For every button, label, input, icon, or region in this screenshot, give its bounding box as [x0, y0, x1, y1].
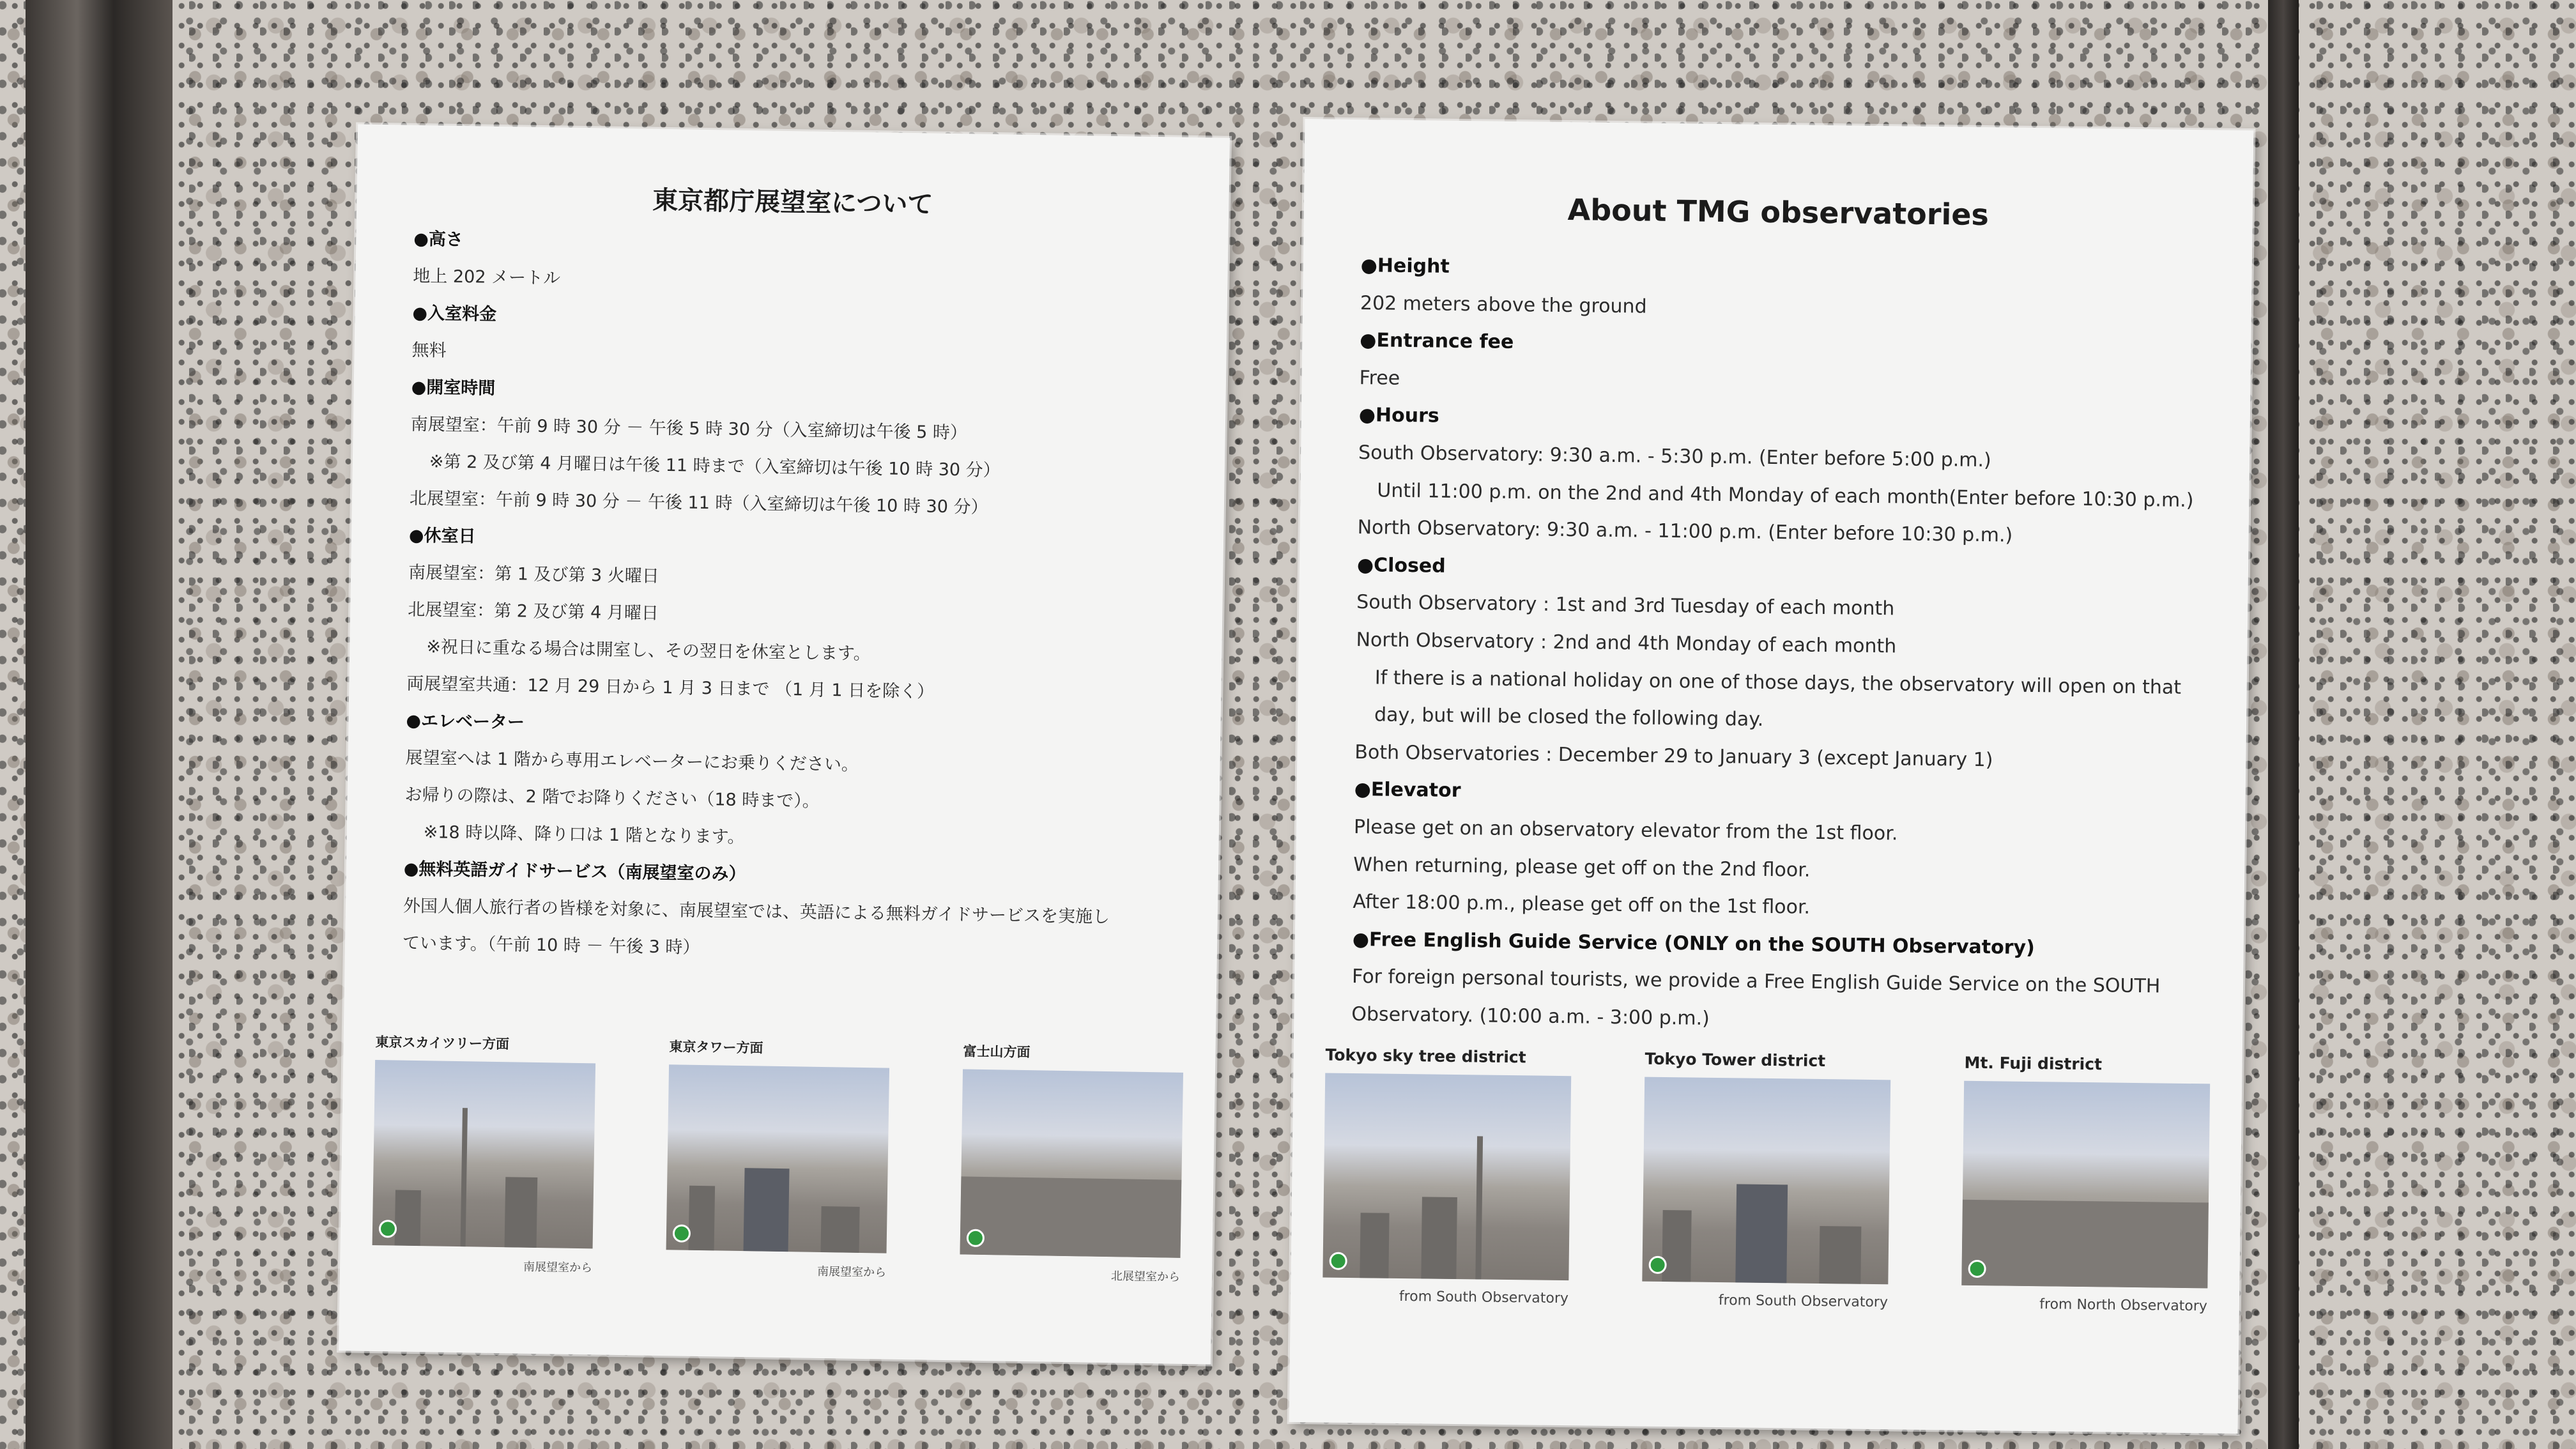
section-heading-fee: ●入室料金 [412, 303, 497, 325]
hours-south: South Observatory: 9:30 a.m. - 5:30 p.m. (Enter before 5:00 p.m.) [1358, 441, 1991, 472]
photo-caption: 南展望室から [523, 1260, 593, 1275]
section-heading-guide: ●Free English Guide Service (ONLY on the SOUTH Observatory) [1352, 928, 2035, 959]
photo-label: Tokyo Tower district [1644, 1049, 1826, 1071]
photo-row [372, 1032, 1184, 1285]
elevator-after-18: ※18 時以降、降り口は 1 階となります。 [423, 822, 745, 848]
closed-both: Both Observatories : December 29 to January 3 (except January 1) [1354, 740, 1993, 771]
section-heading-closed: ●休室日 [408, 525, 476, 547]
fee-text: 無料 [411, 340, 447, 361]
elevator-return: When returning, please get off on the 2nd floor. [1353, 853, 1811, 882]
guide-text-2: Observatory. (10:00 a.m. - 3:00 p.m.) [1351, 1002, 1710, 1030]
section-heading-hours: ●Hours [1358, 404, 1439, 427]
closed-holiday-note: ※祝日に重なる場合は開室し、その翌日を休室とします。 [426, 637, 871, 664]
notice-body [1351, 247, 2214, 1044]
section-heading-fee: ●Entrance fee [1360, 329, 1514, 354]
section-heading-guide: ●無料英語ガイドサービス（南展望室のみ） [403, 859, 746, 885]
photo-mt-fuji [1961, 1081, 2210, 1289]
section-heading-hours: ●開室時間 [411, 377, 496, 399]
closed-north: 北展望室：第 2 及び第 4 月曜日 [407, 599, 659, 624]
hours-south-note: Until 11:00 p.m. on the 2nd and 4th Monday of each month(Enter before 10:30 p.m.) [1377, 479, 2194, 512]
photo-label: Mt. Fuji district [1964, 1053, 2103, 1074]
section-heading-elevator: ●Elevator [1354, 778, 1461, 802]
photo-skytree [1322, 1073, 1571, 1281]
guide-text-1: 外国人個人旅行者の皆様を対象に、南展望室では、英語による無料ガイドサービスを実施し [402, 896, 1110, 928]
photo-tokyo-tower [1642, 1077, 1890, 1285]
section-heading-elevator: ●エレベーター [406, 710, 525, 733]
hours-north: North Observatory: 9:30 a.m. - 11:00 p.m. (Enter before 10:30 p.m.) [1357, 516, 2013, 547]
section-heading-closed: ●Closed [1356, 553, 1446, 578]
closed-both: 両展望室共通：12 月 29 日から 1 月 3 日まで （1 月 1 日を除く） [406, 673, 935, 702]
fee-text: Free [1359, 366, 1400, 390]
photo-card [1322, 1046, 1572, 1307]
closed-holiday-note-2: day, but will be closed the following day. [1374, 703, 1764, 731]
guide-text-1: For foreign personal tourists, we provide a Free English Guide Service on the SOUTH [1351, 965, 2161, 998]
hours-south: 南展望室：午前 9 時 30 分 － 午後 5 時 30 分（入室締切は午後 5 時） [410, 414, 968, 443]
closed-south: South Observatory : 1st and 3rd Tuesday of each month [1356, 591, 1895, 620]
guide-text-2: ています。（午前 10 時 － 午後 3 時） [402, 933, 700, 958]
photo-caption: 南展望室から [816, 1264, 887, 1280]
section-heading-height: ●高さ [413, 229, 464, 250]
photo-caption: 北展望室から [1110, 1269, 1181, 1284]
photo-card [1642, 1050, 1891, 1311]
notice-sheet-english [1289, 119, 2254, 1434]
closed-holiday-note-1: If there is a national holiday on one of those days, the observatory will open on that [1374, 666, 2182, 699]
hours-south-note: ※第 2 及び第 4 月曜日は午後 11 時まで（入室締切は午後 10 時 30 分） [429, 452, 1000, 481]
green-marker-icon [1330, 1252, 1347, 1270]
photo-label: 東京タワー方面 [669, 1039, 763, 1056]
height-text: 地上 202 メートル [413, 266, 561, 289]
hours-north: 北展望室：午前 9 時 30 分 － 午後 11 時（入室締切は午後 10 時 30 分） [409, 488, 988, 518]
photo-card [372, 1032, 596, 1275]
height-text: 202 meters above the ground [1360, 291, 1647, 318]
photo-caption: from North Observatory [2039, 1296, 2208, 1315]
photo-label: Tokyo sky tree district [1325, 1045, 1526, 1067]
notice-title: About TMG observatories [1567, 192, 1989, 233]
photo-label: 富士山方面 [963, 1043, 1031, 1061]
elevator-up: 展望室へは 1 階から専用エレベーターにお乗りください。 [405, 747, 859, 775]
elevator-return: お帰りの際は、2 階でお降りください（18 時まで）。 [404, 785, 820, 811]
photo-mt-fuji [960, 1069, 1183, 1257]
window-frame-left [26, 0, 172, 1449]
photo-row [1322, 1046, 2211, 1315]
photo-label: 東京スカイツリー方面 [375, 1034, 510, 1052]
section-heading-height: ●Height [1360, 254, 1450, 278]
photo-caption: from South Observatory [1399, 1288, 1569, 1307]
photo-caption: from South Observatory [1718, 1292, 1889, 1311]
photo-skytree [372, 1060, 596, 1248]
photo-card [960, 1041, 1184, 1284]
green-marker-icon [1648, 1256, 1666, 1274]
closed-north: North Observatory : 2nd and 4th Monday of each month [1356, 628, 1897, 658]
elevator-after-18: After 18:00 p.m., please get off on the 1st floor. [1353, 891, 1811, 919]
closed-south: 南展望室：第 1 及び第 3 火曜日 [408, 562, 660, 586]
window-frame-right [2268, 0, 2299, 1449]
green-marker-icon [1968, 1260, 1986, 1278]
notice-title: 東京都庁展望室について [652, 185, 933, 220]
photo-card [666, 1036, 890, 1280]
photo-tokyo-tower [666, 1064, 890, 1253]
photo-card [1961, 1054, 2211, 1315]
notice-sheet-japanese [339, 124, 1230, 1364]
elevator-up: Please get on an observatory elevator from the 1st floor. [1353, 815, 1898, 845]
notice-body [402, 221, 1190, 974]
